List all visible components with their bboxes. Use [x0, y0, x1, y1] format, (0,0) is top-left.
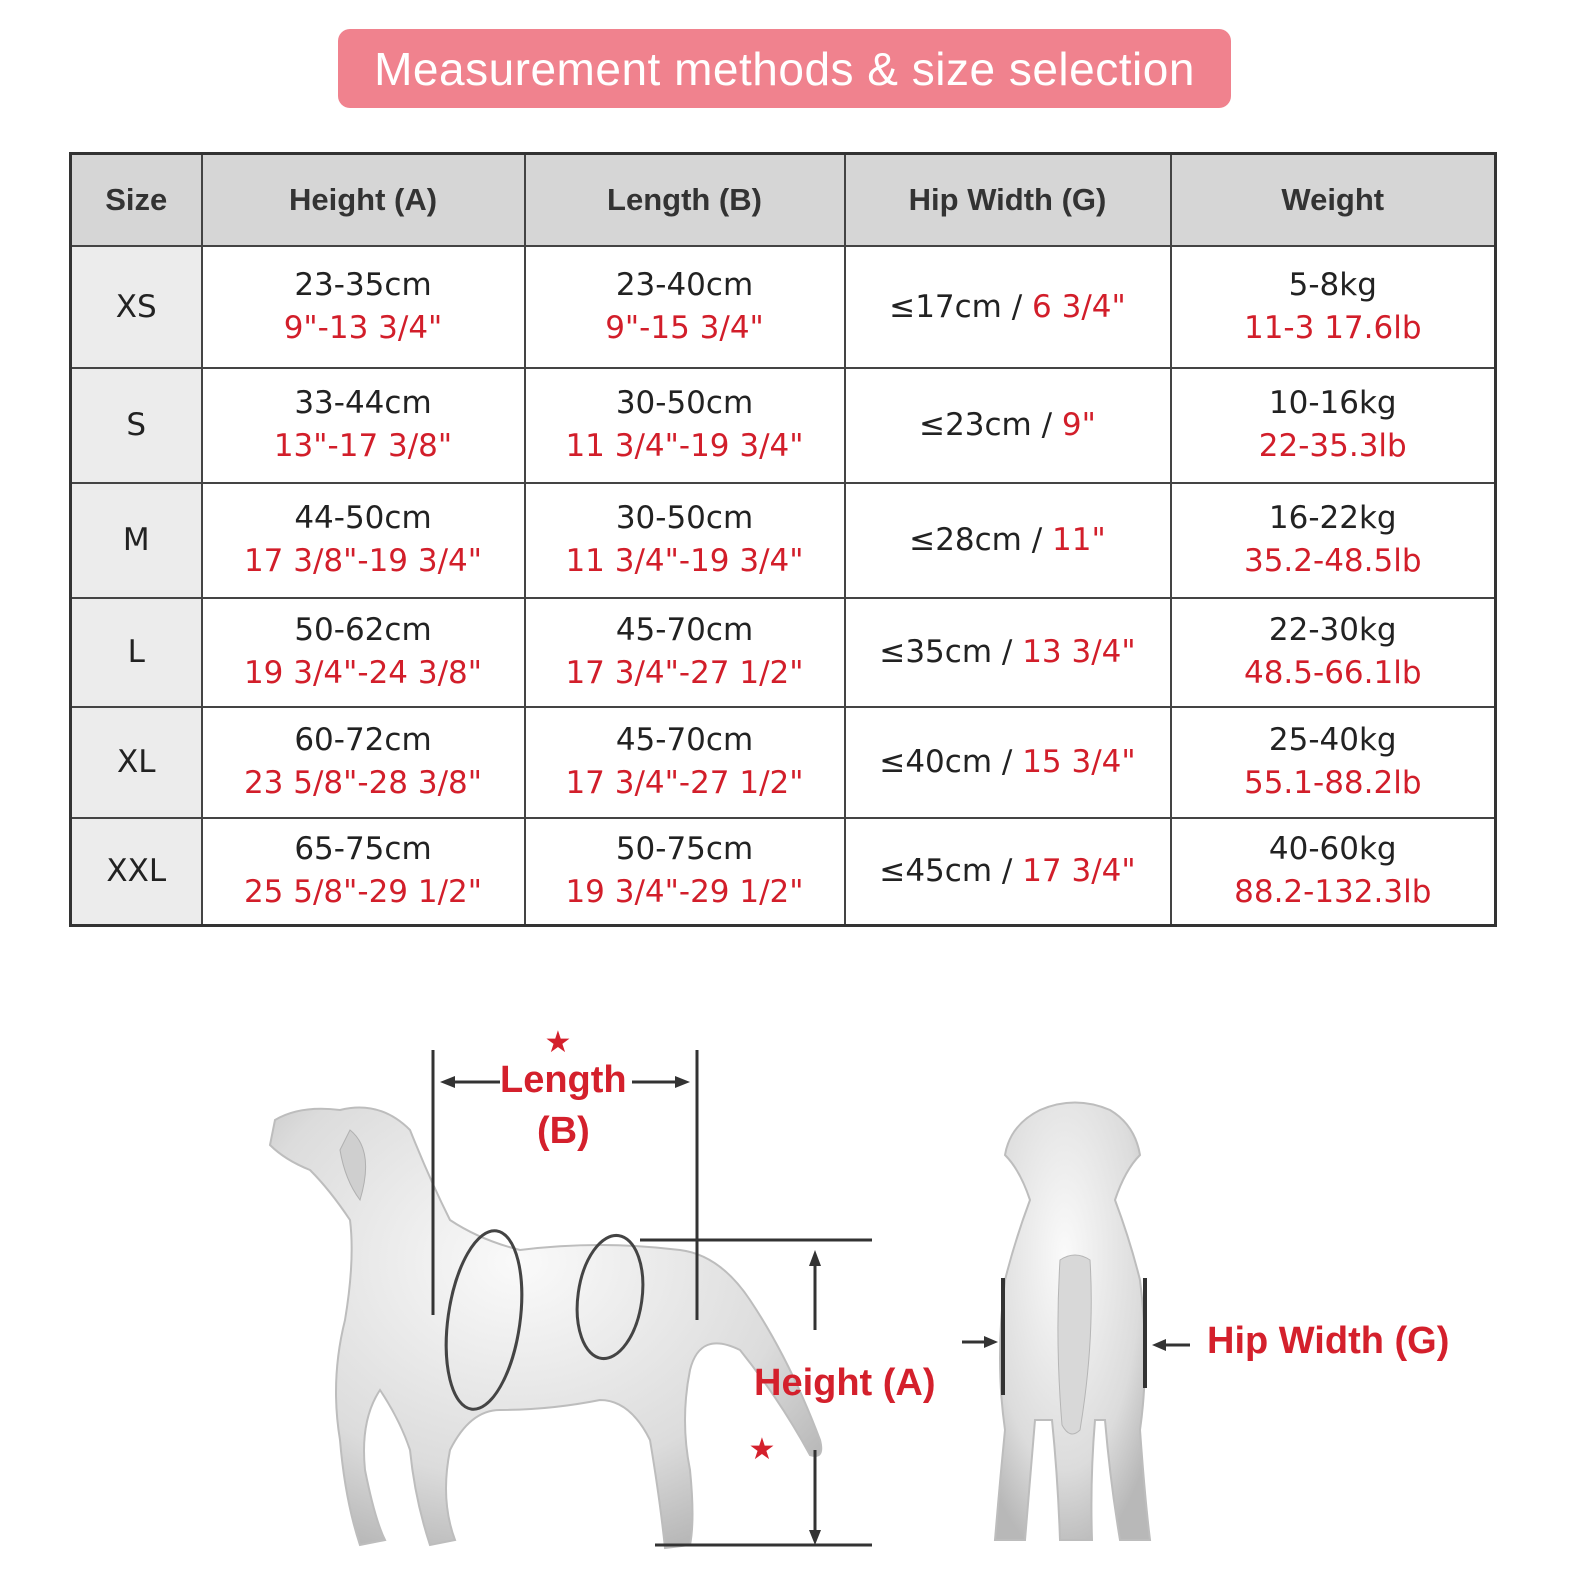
height-cm: 65-75cm — [294, 831, 432, 868]
star-icon: ★ — [544, 1025, 572, 1060]
weight-cell — [1171, 598, 1496, 707]
weight-kg: 16-22kg — [1268, 500, 1397, 536]
dog-illustration — [0, 1000, 1569, 1569]
height-inch: 17 3/8"-19 3/4" — [243, 543, 483, 579]
length-inch: 11 3/4"-19 3/4" — [565, 428, 804, 464]
table-header-row — [71, 154, 1496, 246]
star-icon: ★ — [748, 1432, 776, 1467]
weight-lb: 55.1-88.2lb — [1243, 765, 1422, 801]
table-row — [71, 818, 1496, 926]
hip-inch: 15 3/4" — [1022, 744, 1136, 780]
length-cell — [525, 368, 845, 483]
height-inch: 23 5/8"-28 3/8" — [243, 765, 483, 801]
height-cell — [202, 368, 525, 483]
weight-cell — [1171, 246, 1496, 368]
height-inch: 13"-17 3/8" — [273, 428, 453, 464]
height-inch: 19 3/4"-24 3/8" — [243, 655, 483, 691]
size-cell: XS — [71, 246, 202, 368]
table-row — [71, 598, 1496, 707]
height-cell — [202, 598, 525, 707]
weight-kg: 10-16kg — [1268, 385, 1397, 421]
length-cm: 30-50cm — [615, 500, 754, 536]
length-inch: 17 3/4"-27 1/2" — [565, 765, 804, 801]
weight-lb: 88.2-132.3lb — [1234, 874, 1432, 911]
hip-inch: 11" — [1052, 522, 1106, 558]
hip-cm: ≤28cm / — [909, 522, 1053, 558]
side-view-dog — [270, 1108, 821, 1549]
header-height: Height (A) — [202, 154, 525, 246]
hip-cm: ≤40cm / — [879, 744, 1023, 780]
hip-inch: 9" — [1061, 407, 1096, 443]
height-cm: 23-35cm — [294, 266, 432, 303]
hip-cell — [845, 483, 1171, 598]
height-cell — [202, 818, 525, 926]
rear-view-dog — [995, 1103, 1150, 1541]
weight-kg: 25-40kg — [1268, 722, 1397, 758]
length-cm: 30-50cm — [615, 385, 754, 421]
length-inch: 17 3/4"-27 1/2" — [565, 655, 804, 691]
hip-cell — [845, 368, 1171, 483]
hip-cell — [845, 598, 1171, 707]
length-cell — [525, 707, 845, 818]
height-cell — [202, 246, 525, 368]
height-inch: 9"-13 3/4" — [283, 309, 443, 346]
weight-kg: 40-60kg — [1268, 831, 1397, 868]
hip-cell — [845, 818, 1171, 926]
length-label: Length — [500, 1059, 627, 1101]
size-chart-table — [69, 152, 1497, 927]
height-cm: 50-62cm — [294, 612, 432, 648]
weight-lb: 48.5-66.1lb — [1243, 655, 1422, 691]
height-cm: 44-50cm — [294, 500, 432, 536]
title-banner — [338, 29, 1231, 108]
hip-inch: 13 3/4" — [1022, 634, 1136, 670]
length-cm: 23-40cm — [615, 266, 754, 303]
header-size: Size — [71, 154, 202, 246]
measurement-diagram — [0, 1000, 1569, 1569]
height-label: Height (A) — [754, 1362, 936, 1404]
page-title: Measurement methods & size selection — [374, 42, 1195, 95]
length-label-b: (B) — [537, 1110, 590, 1152]
table-row — [71, 483, 1496, 598]
weight-kg: 22-30kg — [1268, 612, 1397, 648]
height-cm: 60-72cm — [294, 722, 432, 758]
length-cell — [525, 598, 845, 707]
weight-cell — [1171, 707, 1496, 818]
hip-cm: ≤45cm / — [879, 853, 1023, 890]
table-row — [71, 246, 1496, 368]
size-cell: S — [71, 368, 202, 483]
size-cell: L — [71, 598, 202, 707]
header-hip-width: Hip Width (G) — [845, 154, 1171, 246]
table-row — [71, 707, 1496, 818]
weight-cell — [1171, 368, 1496, 483]
weight-cell — [1171, 818, 1496, 926]
table-row — [71, 368, 1496, 483]
hip-cm: ≤23cm / — [919, 407, 1062, 443]
length-cell — [525, 483, 845, 598]
length-inch: 19 3/4"-29 1/2" — [565, 874, 804, 911]
height-cm: 33-44cm — [294, 385, 432, 421]
height-cell — [202, 707, 525, 818]
header-weight: Weight — [1171, 154, 1496, 246]
weight-lb: 35.2-48.5lb — [1243, 543, 1422, 579]
length-inch: 11 3/4"-19 3/4" — [565, 543, 804, 579]
height-inch: 25 5/8"-29 1/2" — [243, 874, 483, 911]
hip-inch: 17 3/4" — [1022, 853, 1136, 890]
length-inch: 9"-15 3/4" — [605, 309, 764, 346]
hip-inch: 6 3/4" — [1032, 288, 1126, 325]
size-cell: XL — [71, 707, 202, 818]
length-cm: 45-70cm — [615, 722, 754, 758]
header-length: Length (B) — [525, 154, 845, 246]
height-cell — [202, 483, 525, 598]
weight-cell — [1171, 483, 1496, 598]
length-cell — [525, 818, 845, 926]
size-cell: M — [71, 483, 202, 598]
length-cm: 45-70cm — [615, 612, 754, 648]
hip-cell — [845, 246, 1171, 368]
hip-cell — [845, 707, 1171, 818]
length-cell — [525, 246, 845, 368]
hip-cm: ≤35cm / — [879, 634, 1023, 670]
length-cm: 50-75cm — [615, 831, 754, 868]
hip-width-label: Hip Width (G) — [1207, 1320, 1450, 1362]
weight-kg: 5-8kg — [1288, 266, 1377, 303]
hip-cm: ≤17cm / — [889, 288, 1033, 325]
weight-lb: 22-35.3lb — [1258, 428, 1407, 464]
weight-lb: 11-3 17.6lb — [1243, 309, 1422, 346]
size-cell: XXL — [71, 818, 202, 926]
